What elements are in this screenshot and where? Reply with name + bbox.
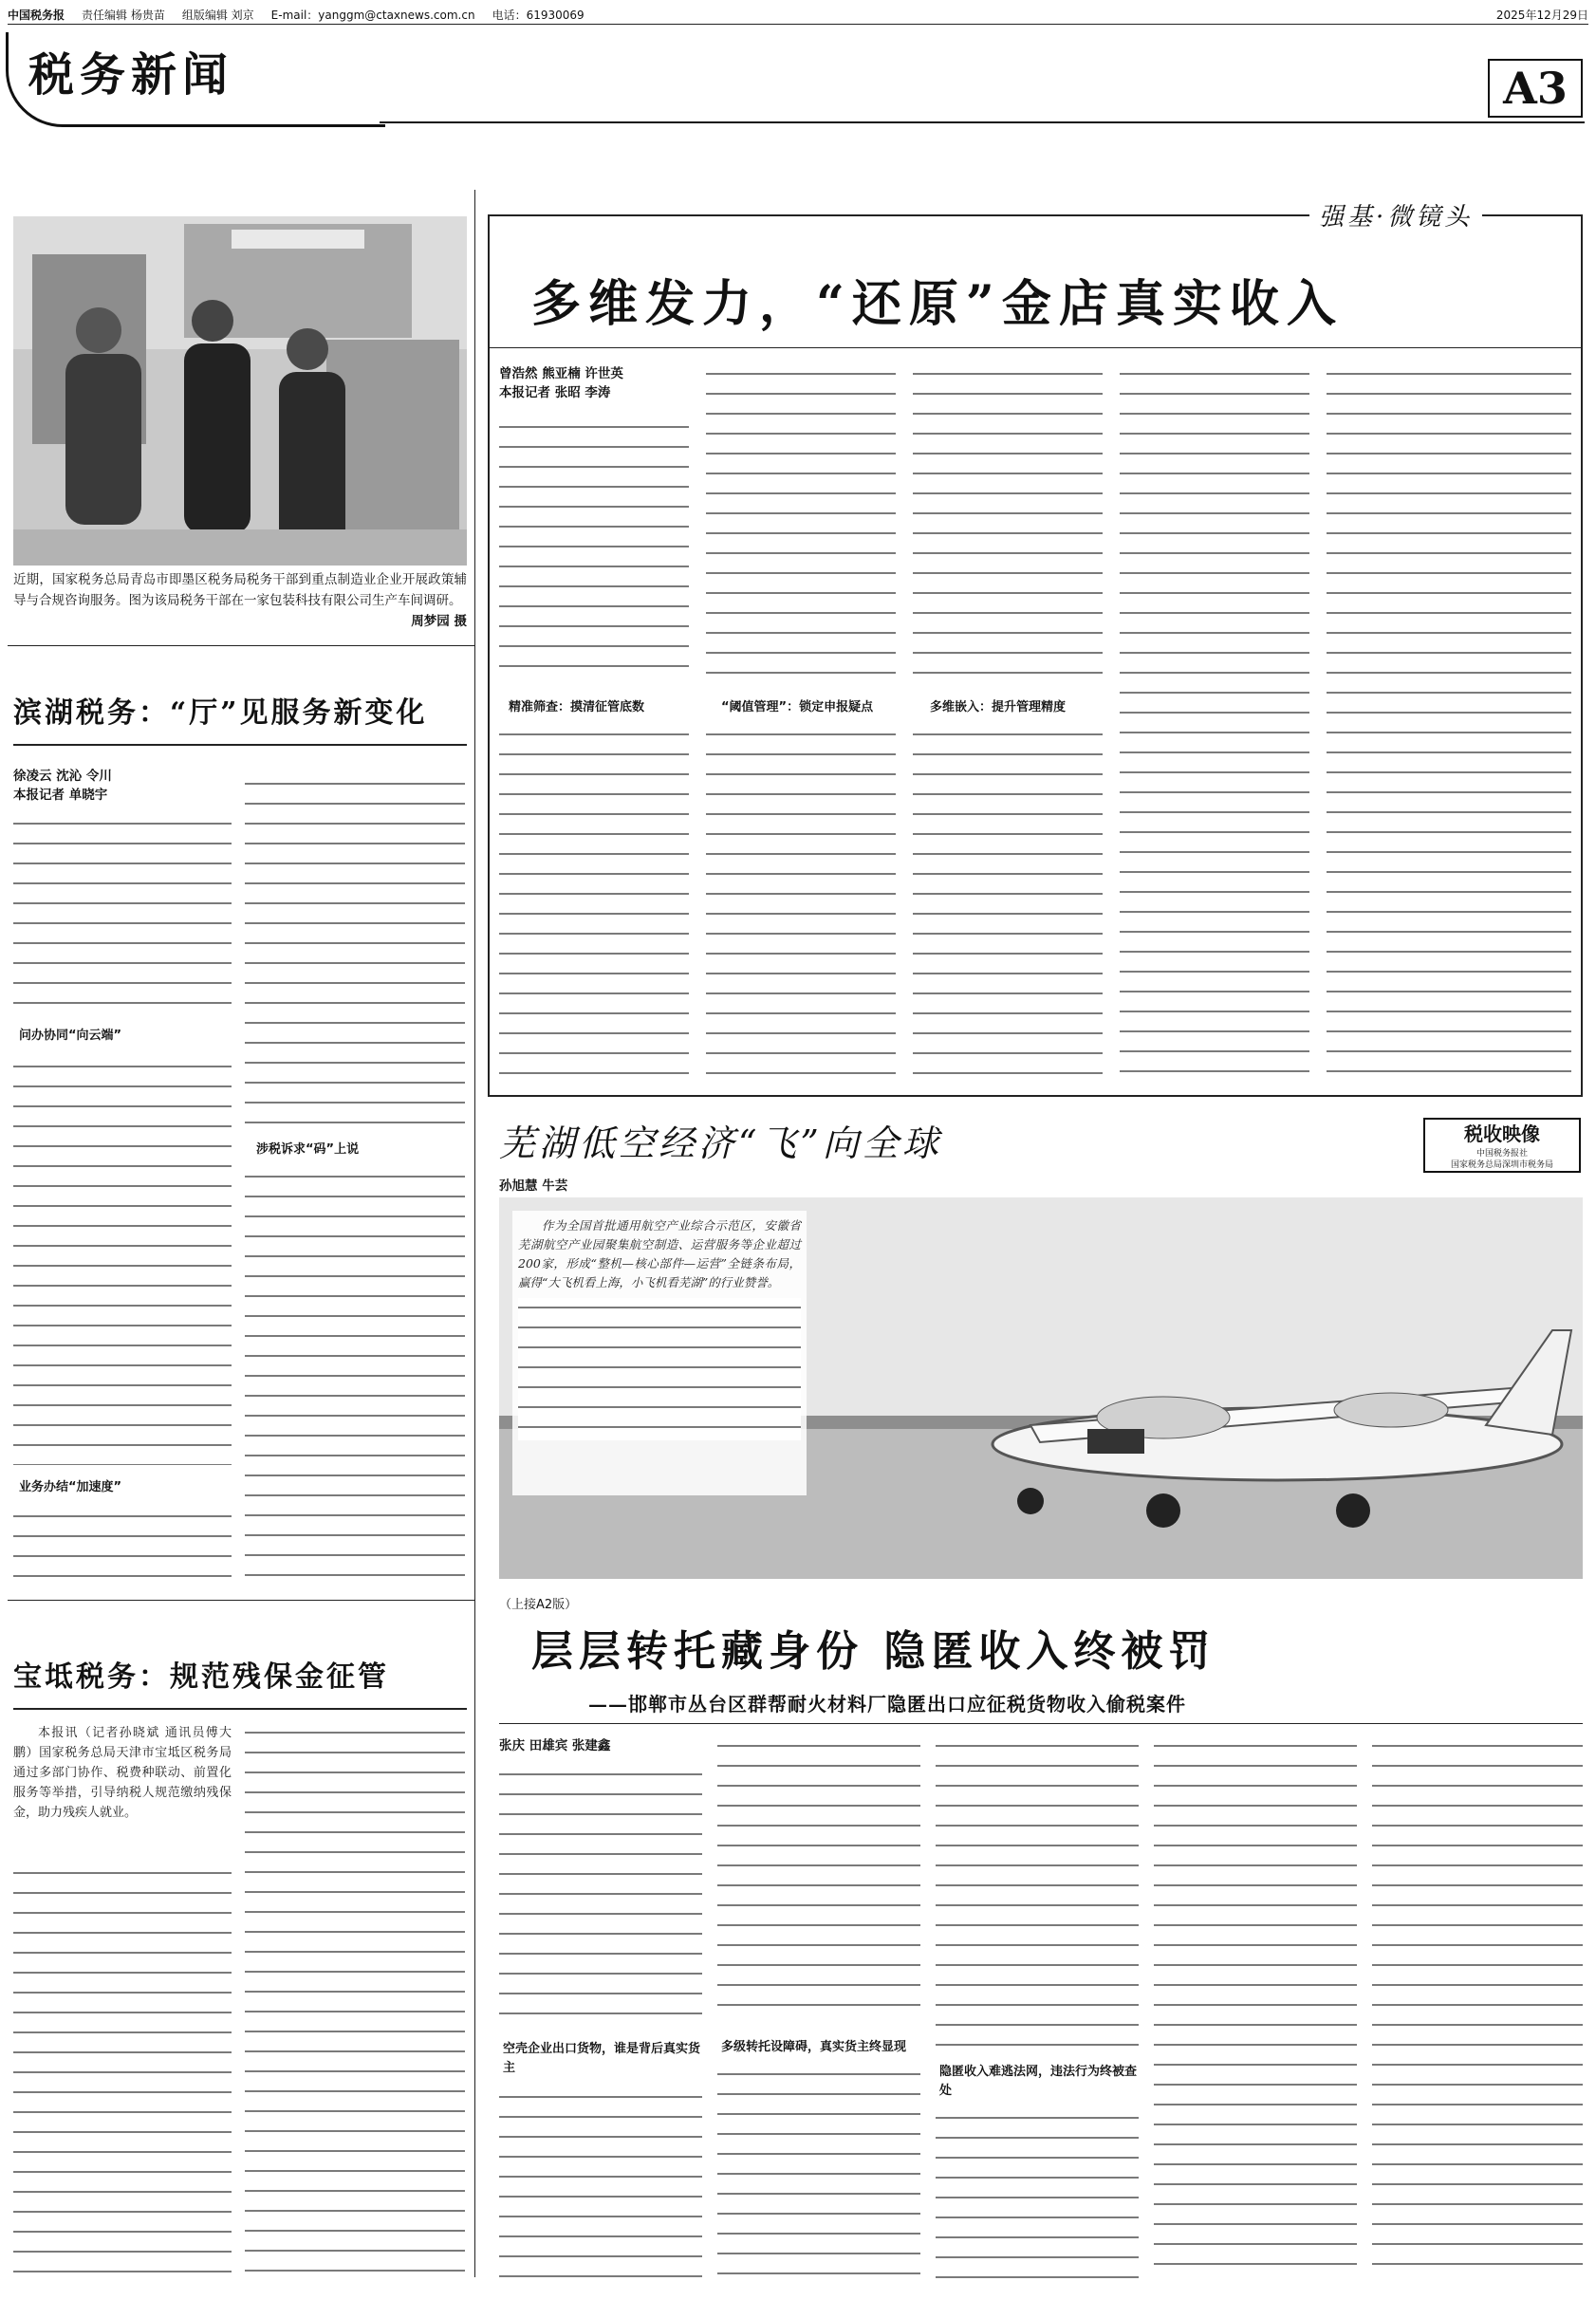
phone: 电话：61930069: [492, 9, 585, 22]
photo-text-overlay: [512, 1211, 807, 1495]
byline: 张庆 田雄宾 张建鑫: [499, 1738, 611, 1753]
lead-paragraph: [13, 1723, 232, 1823]
article-body: [717, 1736, 920, 2021]
article-body: [245, 1167, 465, 1586]
article-body: [717, 2065, 920, 2281]
divider: [488, 347, 1583, 348]
divider: [8, 1600, 474, 1601]
section-title: 税务新闻: [28, 48, 234, 102]
story-title: 滨湖税务：“厅”见服务新变化: [13, 696, 428, 730]
article-body: [936, 2108, 1139, 2281]
subheading: 问办协同“向云端”: [19, 1029, 122, 1043]
continued-note: （上接A2版）: [499, 1598, 578, 1612]
paper-name: 中国税务报: [8, 9, 65, 22]
article-body: [1372, 1736, 1583, 2281]
divider: [499, 1723, 1583, 1724]
page-number: A3: [1488, 59, 1583, 118]
divider: [13, 1708, 467, 1710]
article-body: [706, 364, 896, 677]
photo-credit: 周梦园 摄: [411, 614, 467, 629]
byline: [13, 767, 112, 805]
story-title: 多维发力，“还原”金店真实收入: [531, 275, 1344, 333]
article-body: [13, 814, 232, 1013]
masthead: [8, 6, 1588, 25]
subheading: 业务办结“加速度”: [19, 1480, 122, 1494]
article-body: [706, 725, 896, 1085]
byline-reporter: 本报记者 张昭 李涛: [499, 385, 611, 400]
subheading: “阈值管理”：锁定申报疑点: [721, 700, 874, 714]
story-title: 芜湖低空经济“飞”向全球: [499, 1122, 942, 1164]
badge-subtitle: 中国税务报社 国家税务总局深圳市税务局: [1450, 1149, 1553, 1170]
subheading: 多维嵌入：提升管理精度: [930, 700, 1067, 714]
layout-editor: 组版编辑 刘京: [181, 9, 254, 22]
article-body: [13, 1864, 232, 2281]
column-divider: [474, 190, 475, 2277]
subheading: 精准筛查：摸清征管底数: [509, 700, 645, 714]
article-body: [245, 1723, 465, 2281]
subheading: 涉税诉求“码”上说: [256, 1142, 360, 1157]
article-body: [913, 725, 1103, 1085]
byline: 孙旭慧 牛芸: [499, 1178, 568, 1194]
article-body: [499, 2087, 702, 2281]
article-body: [1327, 364, 1571, 1085]
article-body: [499, 725, 689, 1085]
caption-text: 近期，国家税务总局青岛市即墨区税务局税务干部到重点制造业企业开展政策辅导与合规咨询服务。图为该局税务干部在一家包装科技有限公司生产车间调研。: [13, 572, 467, 608]
column-badge: [1423, 1118, 1581, 1173]
date: 2025年12月29日: [1495, 9, 1588, 22]
story-title: 宝坻税务：规范残保金征管: [13, 1660, 389, 1694]
article-body: [499, 417, 689, 683]
lead-text: 作为全国首批通用航空产业综合示范区，安徽省芜湖航空产业园聚集航空制造、运营服务等企业超过200家，形成“整机—核心部件—运营”全链条布局，赢得“大飞机看上海，小飞机看芜湖”的行业赞誉。: [518, 1218, 801, 1289]
badge-title: 税收映像: [1464, 1122, 1540, 1145]
article-body: [518, 1298, 801, 1440]
article-body: [499, 1765, 702, 2029]
news-photo: [13, 216, 467, 566]
photo-caption: [13, 569, 467, 632]
story-title: 层层转托藏身份 隐匿收入终被罚: [531, 1627, 1216, 1676]
subheading: 多级转托设障碍，真实货主终显现: [721, 2040, 907, 2054]
byline-authors: 徐凌云 沈沁 令川: [13, 769, 112, 784]
divider: [13, 744, 467, 746]
article-body: [1154, 1736, 1357, 2281]
byline: [499, 364, 623, 402]
byline-authors: 曾浩然 熊亚楠 许世英: [499, 366, 623, 381]
byline-reporter: 本报记者 单晓宇: [13, 788, 108, 803]
article-body: [913, 364, 1103, 677]
article-body: [245, 774, 465, 1125]
photo-illustration: [13, 216, 467, 566]
subheading: 隐匿收入难逃法网，违法行为终被查处: [939, 2065, 1138, 2098]
email: E-mail：yanggm@ctaxnews.com.cn: [270, 9, 475, 22]
article-body: [1120, 364, 1309, 1085]
series-label: 强基·微镜头: [1309, 197, 1482, 232]
article-body: [13, 1057, 232, 1465]
section-rule: [380, 121, 1585, 123]
lead-text: 本报讯（记者孙晓斌 通讯员傅大鹏）国家税务总局天津市宝坻区税务局通过多部门协作、税费种联动、前置化服务等举措，引导纳税人规范缴纳残保金，助力残疾人就业。: [13, 1726, 232, 1820]
divider: [8, 645, 474, 646]
story-subtitle: ——邯郸市丛台区群帮耐火材料厂隐匿出口应征税货物收入偷税案件: [588, 1693, 1186, 1716]
article-body: [13, 1507, 232, 1586]
article-body: [936, 1736, 1139, 2050]
editor: 责任编辑 杨贵苗: [82, 9, 165, 22]
subheading: 空壳企业出口货物，谁是背后真实货主: [503, 2042, 701, 2075]
